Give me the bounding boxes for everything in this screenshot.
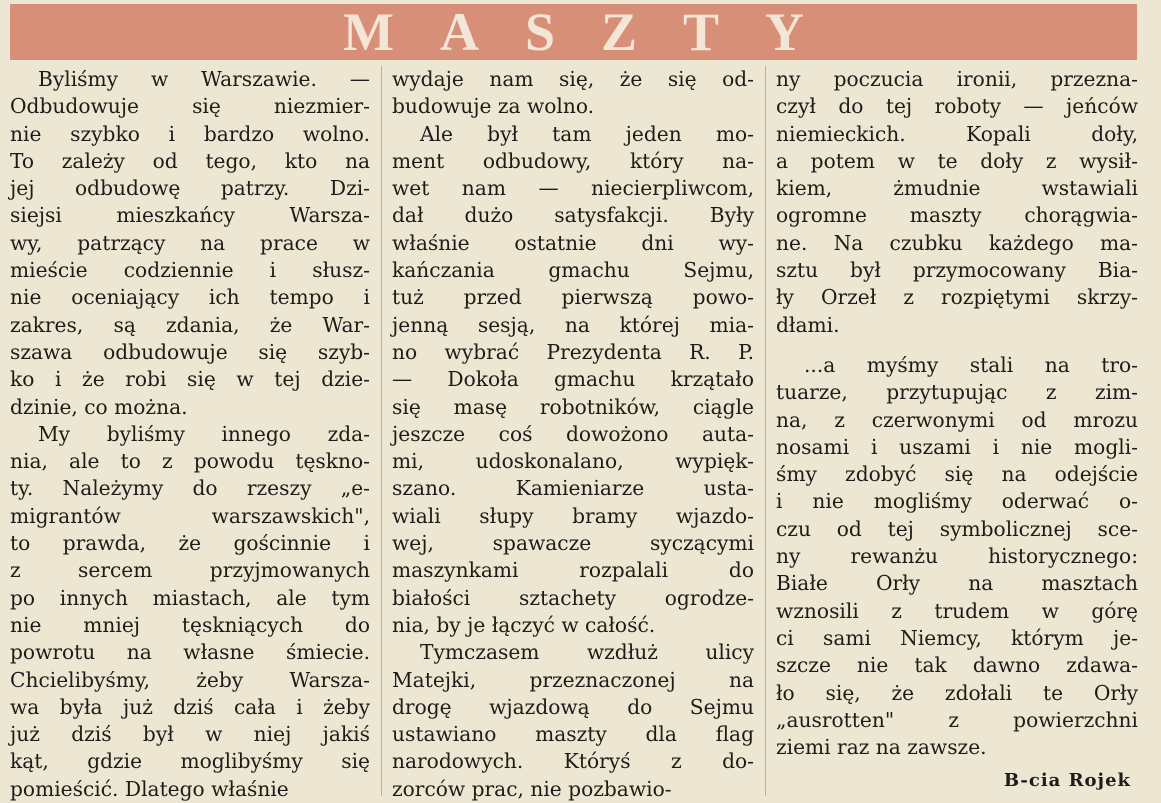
text-line: ło się, że zdołali te Orły	[776, 680, 1138, 705]
article-column-3	[776, 66, 1138, 761]
text-line: Matejki, przeznaczonej na	[392, 667, 754, 692]
text-line: po innych miastach, ale tym	[10, 585, 370, 610]
text-line: — Dokoła gmachu krzątało	[392, 367, 754, 392]
text-line: kańczania gmachu Sejmu,	[392, 258, 754, 283]
text-line: jej odbudowę patrzy. Dzi-	[10, 176, 370, 201]
text-line: ment odbudowy, który na-	[392, 148, 754, 173]
text-line: ustawiano maszty dla flag	[392, 722, 754, 747]
text-line: śmy zdobyć się na odejście	[776, 462, 1138, 487]
text-line: czył do tej roboty — jeńców	[776, 94, 1138, 119]
text-line: nie szybko i bardzo wolno.	[10, 121, 370, 146]
text-line: mieście codziennie i słusz-	[10, 258, 370, 283]
text-line: jenną sesją, na której mia-	[392, 312, 754, 337]
text-line: siejsi mieszkańcy Warsza-	[10, 203, 370, 228]
paragraph	[392, 639, 754, 803]
text-line: nie mniej tęskniących do	[10, 612, 370, 637]
text-line: ny poczucia ironii, przezna-	[776, 67, 1138, 91]
text-line: Ale był tam jeden mo-	[420, 121, 754, 146]
text-line: zorców prac, nie pozbawio-	[392, 776, 672, 801]
text-line: wiali słupy bramy wjazdo-	[392, 503, 754, 528]
text-line: ko i że robi się w tej dzie-	[10, 367, 370, 392]
text-line: wydaje nam się, że się od-	[392, 67, 754, 91]
text-line: wej, spawacze syczącymi	[392, 531, 754, 556]
paragraph	[10, 421, 370, 803]
article-title: MASZTY	[342, 2, 851, 62]
text-line: niemieckich. Kopali doły,	[776, 121, 1138, 146]
text-line: na, z czerwonymi od mrozu	[776, 407, 1138, 432]
text-line: no wybrać Prezydenta R. P.	[392, 339, 754, 364]
column-divider	[765, 66, 766, 796]
text-line: maszynkami rozpalali do	[392, 558, 754, 583]
paragraph-gap	[776, 339, 1138, 352]
text-line: Byliśmy w Warszawie. —	[38, 67, 370, 91]
title-banner	[10, 4, 1137, 60]
author-signature: B-cia Rojek	[1003, 770, 1131, 791]
text-line: wa była już dziś cała i żeby	[10, 694, 370, 719]
text-line: nia, ale to z powodu tęskno-	[10, 449, 370, 474]
text-line: szano. Kamieniarze usta-	[392, 476, 754, 501]
text-line: z sercem przyjmowanych	[10, 558, 370, 583]
text-line: dzinie, co można.	[10, 394, 188, 419]
paragraph	[392, 121, 754, 640]
text-line: tuż przed pierwszą powo-	[392, 285, 754, 310]
text-line: pomieścić. Dlatego właśnie	[10, 776, 289, 801]
text-line: dał dużo satysfakcji. Były	[392, 203, 754, 228]
text-line: tuarze, przytupując z zim-	[776, 380, 1138, 405]
text-line: wy, patrzący na prace w	[10, 230, 370, 255]
text-line: właśnie ostatnie dni wy-	[392, 230, 754, 255]
text-line: i nie mogliśmy oderwać o-	[776, 489, 1138, 514]
text-line: ...a myśmy stali na tro-	[804, 352, 1138, 377]
text-line: nosami i uszami i nie mogli-	[776, 434, 1138, 459]
text-line: narodowych. Któryś z do-	[392, 749, 754, 774]
text-line: ziemi raz na zawsze.	[776, 735, 987, 760]
text-line: powrotu na własne śmiecie.	[10, 640, 370, 665]
text-line: kąt, gdzie moglibyśmy się	[10, 749, 370, 774]
text-line: jeszcze coś dowożono auta-	[392, 421, 754, 446]
text-line: ty. Należymy do rzeszy „e-	[10, 476, 370, 501]
text-line: nie oceniający ich tempo i	[10, 285, 370, 310]
paragraph	[776, 352, 1138, 761]
text-line: drogę wjazdową do Sejmu	[392, 694, 754, 719]
text-line: Tymczasem wzdłuż ulicy	[420, 640, 754, 665]
paragraph	[776, 66, 1138, 339]
text-line: ły Orzeł z rozpiętymi skrzy-	[776, 285, 1138, 310]
text-line: szcze nie tak dawno zdawa-	[776, 653, 1138, 678]
text-line: ogromne maszty chorągwia-	[776, 203, 1138, 228]
text-line: wznosili z trudem w górę	[776, 598, 1138, 623]
column-divider	[381, 66, 382, 796]
paragraph	[10, 66, 370, 421]
article-column-1	[10, 66, 370, 803]
text-line: Białe Orły na masztach	[776, 571, 1138, 596]
text-line: się masę robotników, ciągle	[392, 394, 754, 419]
text-line: zakres, są zdania, że War-	[10, 312, 370, 337]
text-line: sztu był przymocowany Bia-	[776, 258, 1138, 283]
text-line: białości sztachety ogrodze-	[392, 585, 754, 610]
text-line: Odbudowuje się niezmier-	[10, 94, 370, 119]
text-line: a potem w te doły z wysił-	[776, 148, 1138, 173]
text-line: ne. Na czubku każdego ma-	[776, 230, 1138, 255]
text-line: ci sami Niemcy, którym je-	[776, 625, 1138, 650]
text-line: mi, udoskonalano, wypięk-	[392, 449, 754, 474]
article-column-2	[392, 66, 754, 803]
paragraph	[392, 66, 754, 121]
text-line: migrantów warszawskich",	[10, 503, 370, 528]
text-line: kiem, żmudnie wstawiali	[776, 176, 1138, 201]
text-line: wet nam — niecierpliwcom,	[392, 176, 754, 201]
text-line: już dziś był w niej jakiś	[10, 722, 370, 747]
text-line: dłami.	[776, 312, 840, 337]
text-line: czu od tej symbolicznej sce-	[776, 516, 1138, 541]
text-line: szawa odbudowuje się szyb-	[10, 339, 370, 364]
text-line: budowuje za wolno.	[392, 94, 595, 119]
text-line: to prawda, że gościnnie i	[10, 531, 370, 556]
text-line: „ausrotten" z powierzchni	[776, 707, 1138, 732]
text-line: To zależy od tego, kto na	[10, 148, 370, 173]
text-line: Chcielibyśmy, żeby Warsza-	[10, 667, 370, 692]
text-line: nia, by je łączyć w całość.	[392, 612, 656, 637]
text-line: ny rewanżu historycznego:	[776, 544, 1138, 569]
text-line: My byliśmy innego zda-	[38, 421, 370, 446]
